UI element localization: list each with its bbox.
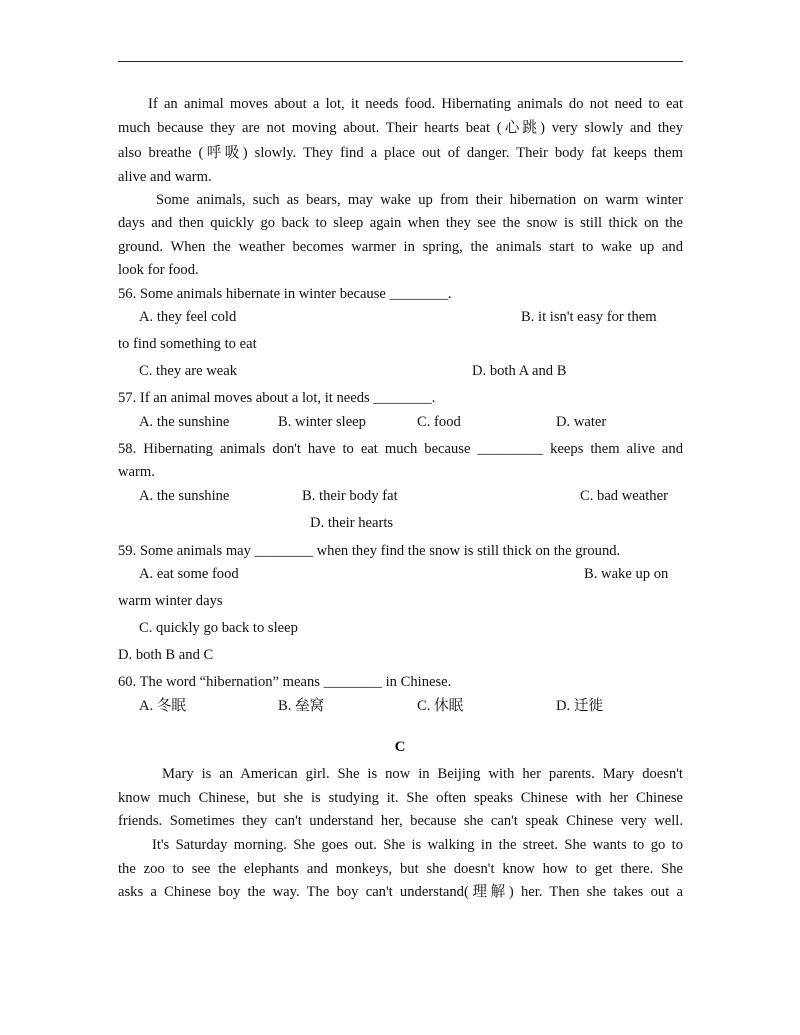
question-56-option-c: C. they are weak: [139, 363, 238, 379]
header-rule: [118, 61, 683, 62]
question-56-option-d: D. both A and B: [472, 363, 567, 379]
passage-b-p2-line-2: days and then quickly go back to sleep again when they see the snow is still thick on the: [118, 215, 683, 231]
passage-c-p2-line-1: It's Saturday morning. She goes out. She is walking in the street. She wants to go to: [152, 837, 683, 853]
question-58-option-b: B. their body fat: [302, 488, 398, 504]
question-57-stem: 57. If an animal moves about a lot, it needs ________.: [118, 390, 436, 406]
question-60-option-d: D. 迁徙: [556, 698, 604, 714]
question-60-option-a: A. 冬眠: [139, 698, 187, 714]
question-57-option-c: C. food: [417, 414, 461, 430]
passage-c-p1-line-3: friends. Sometimes they can't understand her, because she can't speak Chinese very well.: [118, 813, 683, 829]
question-59-stem: 59. Some animals may ________ when they find the snow is still thick on the ground.: [118, 543, 621, 559]
question-60-option-c: C. 休眠: [417, 698, 464, 714]
question-58-option-a: A. the sunshine: [139, 488, 230, 504]
question-59-option-c: C. quickly go back to sleep: [139, 620, 298, 636]
question-58-option-c: C. bad weather: [580, 488, 668, 504]
question-56-stem: 56. Some animals hibernate in winter because ________.: [118, 286, 452, 302]
passage-b-p1-line-2: much because they are not moving about. Their hearts beat (心跳) very slowly and they: [118, 120, 683, 136]
question-59-option-b-cont: warm winter days: [118, 593, 223, 609]
section-heading-c: C: [394, 739, 406, 755]
question-60-option-b: B. 垒窝: [278, 698, 325, 714]
passage-b-p2-line-3: ground. When the weather becomes warmer in spring, the animals start to wake up and: [118, 239, 683, 255]
passage-b-p1-line-4: alive and warm.: [118, 169, 212, 185]
question-58-stem-line-2: warm.: [118, 464, 155, 480]
passage-b-p2-line-1: Some animals, such as bears, may wake up from their hibernation on warm winter: [156, 192, 683, 208]
question-56-option-b-cont: to find something to eat: [118, 336, 257, 352]
question-59-option-d: D. both B and C: [118, 647, 214, 663]
question-59-option-a: A. eat some food: [139, 566, 239, 582]
question-58-stem-line-1: 58. Hibernating animals don't have to eat much because _________ keeps them alive and: [118, 441, 683, 457]
passage-b-p2-line-4: look for food.: [118, 262, 199, 278]
question-56-option-b: B. it isn't easy for them: [521, 309, 657, 325]
passage-b-p1-line-1: If an animal moves about a lot, it needs food. Hibernating animals do not need to eat: [148, 96, 683, 112]
question-60-stem: 60. The word “hibernation” means ________ in Chinese.: [118, 674, 452, 690]
passage-c-p2-line-2: the zoo to see the elephants and monkeys, but she doesn't know how to get there. She: [118, 861, 683, 877]
question-59-option-b: B. wake up on: [584, 566, 669, 582]
passage-c-p1-line-2: know much Chinese, but she is studying it. She often speaks Chinese with her Chinese: [118, 790, 683, 806]
question-57-option-d: D. water: [556, 414, 607, 430]
question-58-option-d: D. their hearts: [310, 515, 394, 531]
passage-c-p2-line-3: asks a Chinese boy the way. The boy can't understand(理解) her. Then she takes out a: [118, 884, 683, 900]
question-57-option-b: B. winter sleep: [278, 414, 366, 430]
question-57-option-a: A. the sunshine: [139, 414, 230, 430]
passage-c-p1-line-1: Mary is an American girl. She is now in Beijing with her parents. Mary doesn't: [162, 766, 683, 782]
question-56-option-a: A. they feel cold: [139, 309, 237, 325]
passage-b-p1-line-3: also breathe (呼吸) slowly. They find a place out of danger. Their body fat keeps them: [118, 145, 683, 161]
